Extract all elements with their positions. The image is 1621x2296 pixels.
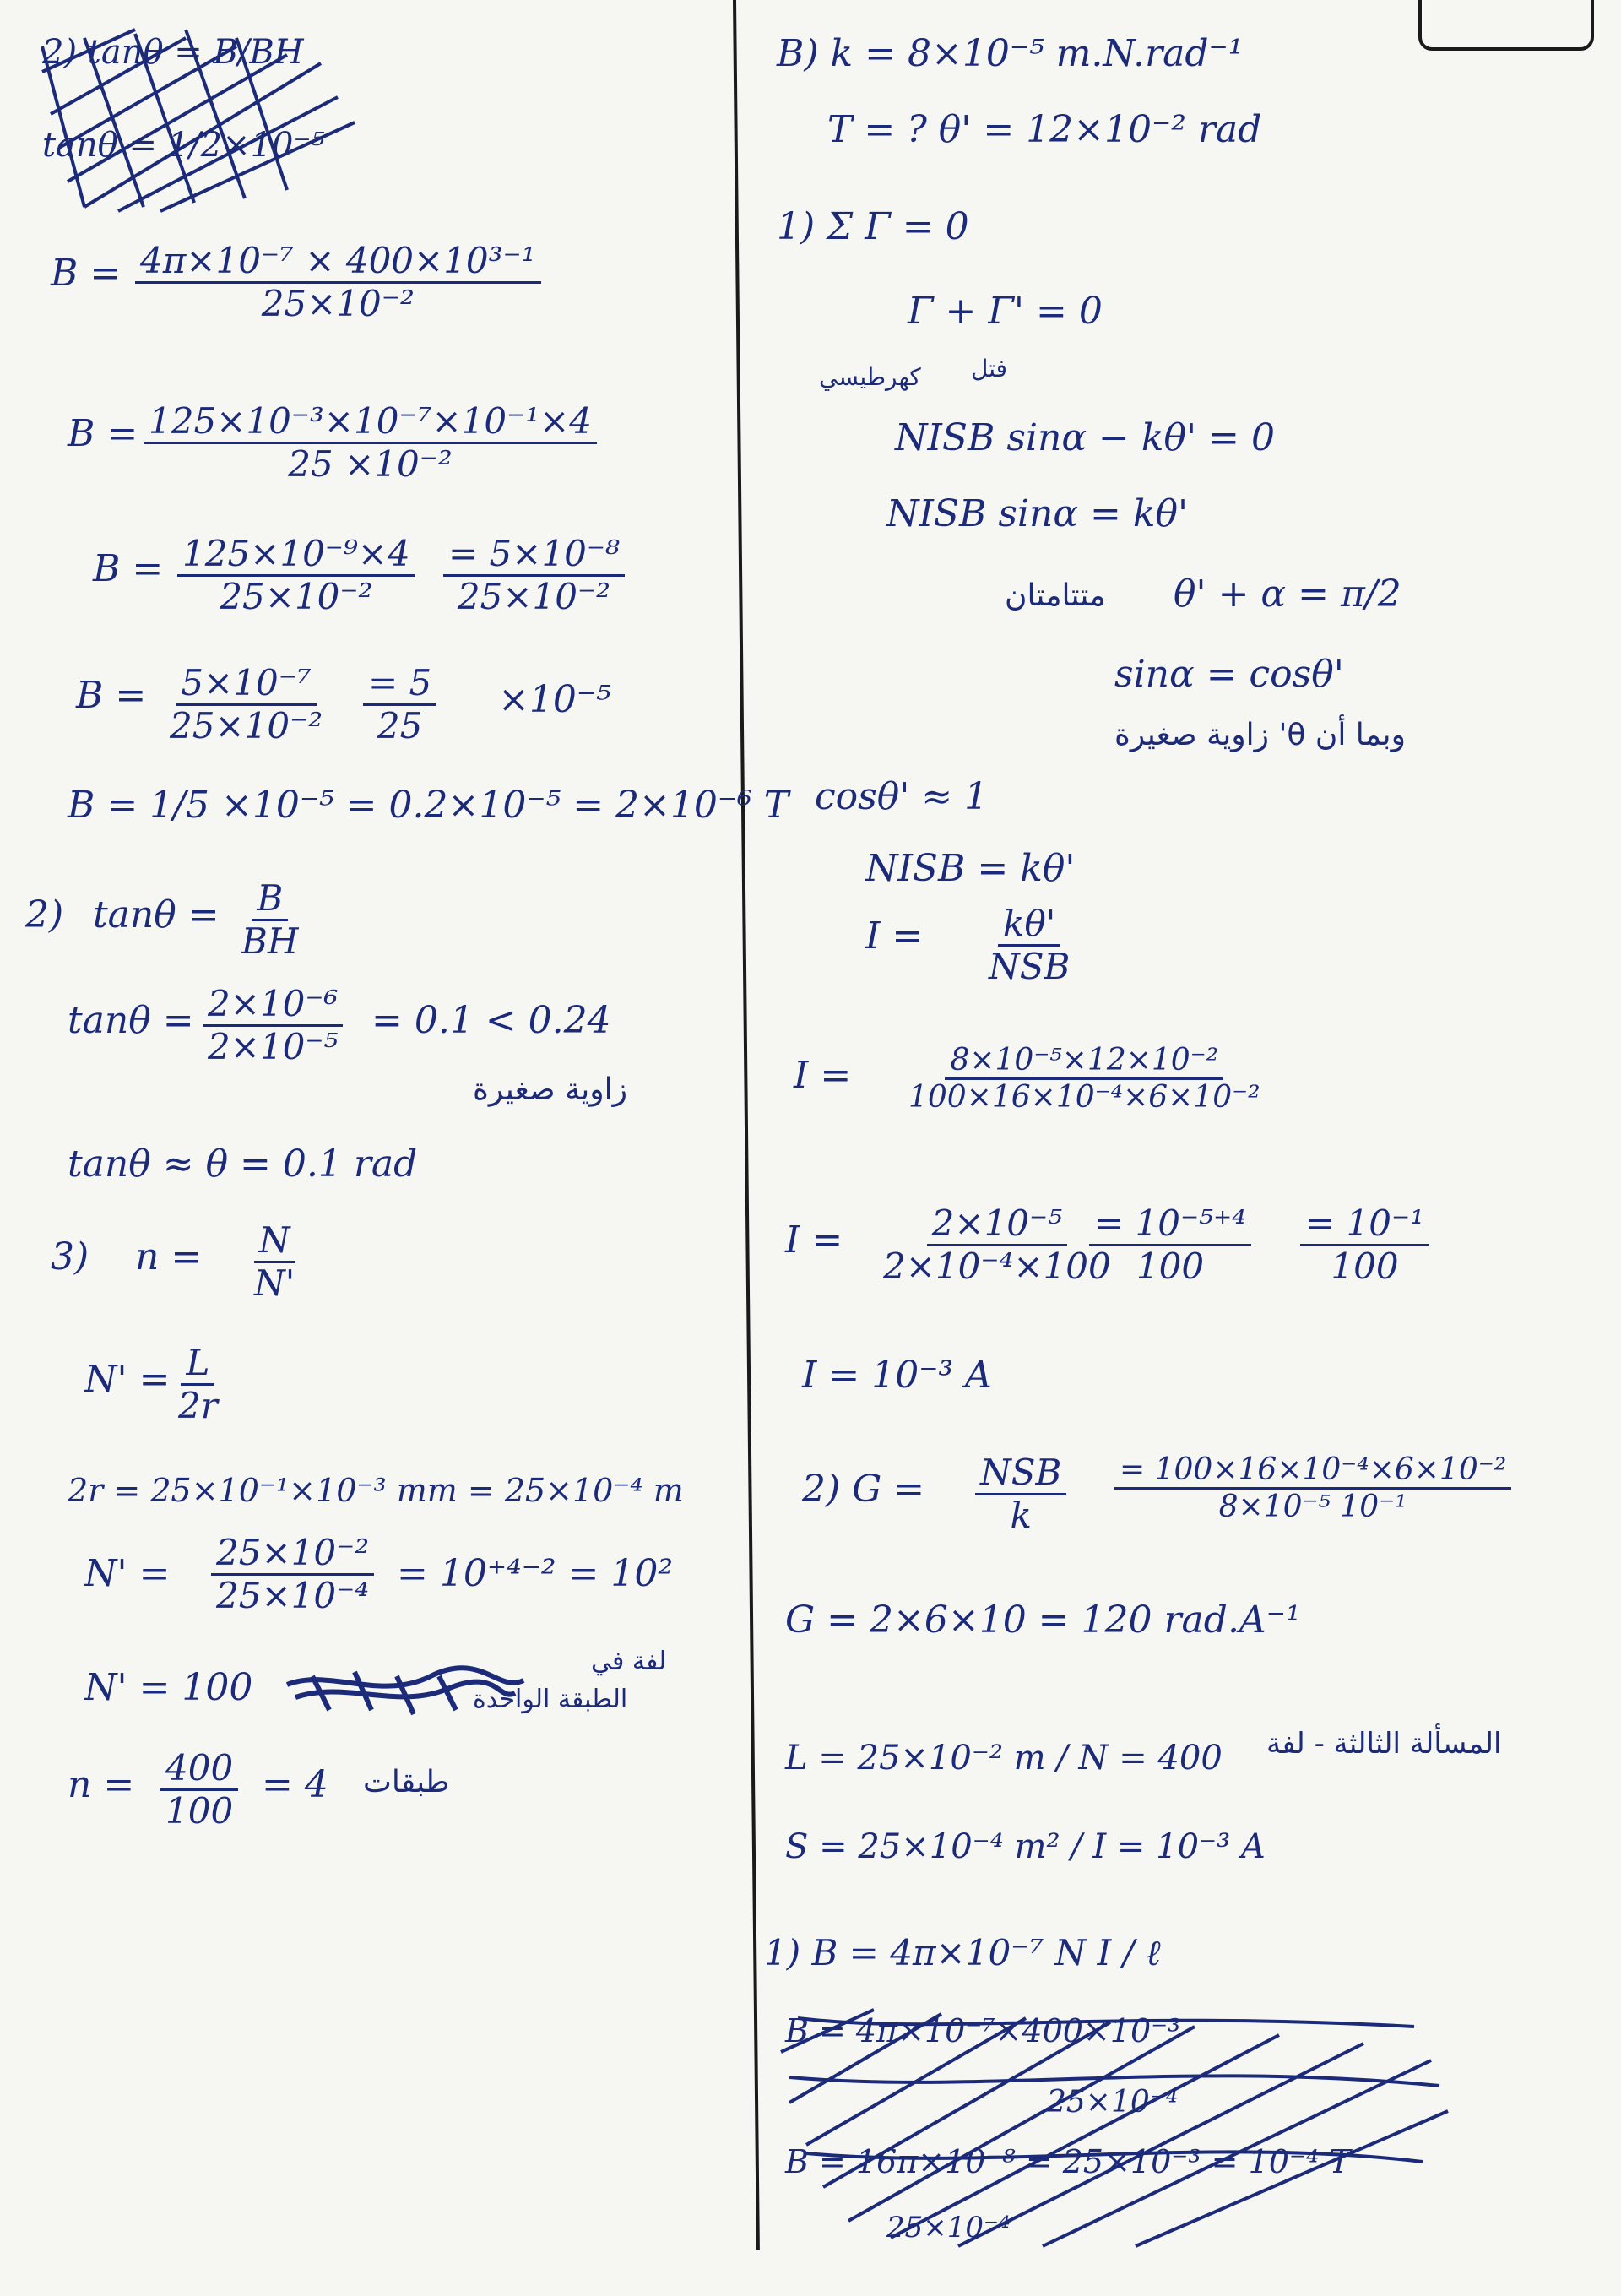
r-i-simplify-den: 2×10⁻⁴×100 <box>883 1246 1111 1288</box>
r-i-formula-fraction <box>984 904 1075 988</box>
r-i-simplify-fraction <box>878 1203 1116 1288</box>
scribble-right-block <box>773 2001 1465 2255</box>
eq-b1-fraction <box>135 241 541 325</box>
crossed-line-1: 2) tanθ = B/BH <box>42 33 304 72</box>
part-3d-lhs: N' = <box>84 1552 171 1595</box>
part-3b-fraction <box>173 1343 223 1427</box>
r-g-formula-fraction <box>975 1452 1066 1537</box>
eq-b2-num: 125×10⁻³×10⁻⁷×10⁻¹×4 <box>144 401 597 444</box>
eq-b3-den: 25×10⁻² <box>220 576 373 618</box>
part-2b-den: 2×10⁻⁵ <box>208 1026 339 1068</box>
r-complementary: θ' + α = π/2 <box>1174 573 1401 616</box>
crossed-line-2: tanθ = 1/2×10⁻⁵ <box>42 126 325 165</box>
eq-b3-fraction-2 <box>443 534 625 618</box>
part-3b-den: 2r <box>178 1385 218 1427</box>
r-crossed-line-4: 25×10⁻⁴ <box>886 2211 1011 2244</box>
r-crossed-line-3: B = 16π×10⁻⁸ = 25×10⁻³ = 10⁻⁴ T <box>785 2143 1351 2180</box>
part-3f-fraction <box>160 1748 238 1832</box>
r-torque-ar-a: كهرطيسي <box>819 363 921 391</box>
eq-b3-fraction <box>177 534 415 618</box>
part-3-num: N <box>254 1220 295 1263</box>
eq-b1-lhs: B = <box>51 252 122 295</box>
r-problem3-formula: 1) B = 4π×10⁻⁷ N I / ℓ <box>764 1932 1161 1973</box>
eq-b4-fraction-2 <box>363 663 436 747</box>
r-i-formula-den: NSB <box>989 946 1071 988</box>
r-cos-approx: cosθ' ≈ 1 <box>815 775 989 818</box>
r-complementary-ar: متتامتان <box>1005 578 1106 613</box>
r-i-formula-num: kθ' <box>998 904 1060 947</box>
eq-b1-num: 4π×10⁻⁷ × 400×10³⁻¹ <box>135 241 541 284</box>
part-3-fraction <box>249 1220 300 1305</box>
part-3d-tail: = 10⁺⁴⁻² = 10² <box>397 1552 674 1595</box>
r-i-substitute-lhs: I = <box>794 1054 852 1097</box>
r-torque-sum: 1) Σ Γ = 0 <box>777 205 969 248</box>
part-3c: 2r = 25×10⁻¹×10⁻³ mm = 25×10⁻⁴ m <box>68 1472 684 1509</box>
part-3-lhs: n = <box>135 1235 203 1278</box>
eq-b4-tail: ×10⁻⁵ <box>498 678 611 721</box>
part-3-label: 3) <box>51 1235 89 1278</box>
part-3f-tail: = 4 <box>262 1763 328 1806</box>
part-2-den: BH <box>241 920 299 963</box>
r-i-substitute-fraction <box>903 1043 1266 1115</box>
r-g-formula-num2: = 100×16×10⁻⁴×6×10⁻² <box>1114 1452 1511 1490</box>
eq-b3-num2: = 5×10⁻⁸ <box>443 534 625 577</box>
part-3b-lhs: N' = <box>84 1358 171 1401</box>
eq-b4-num2: = 5 <box>363 663 436 706</box>
r-problem3-title-ar: المسألة الثالثة - لفة <box>1266 1727 1502 1761</box>
r-g-formula-lhs: 2) G = <box>802 1468 925 1511</box>
part-3d-den: 25×10⁻⁴ <box>216 1575 370 1617</box>
r-i-substitute-den: 100×16×10⁻⁴×6×10⁻² <box>908 1080 1260 1115</box>
eq-b3-den2: 25×10⁻² <box>457 576 610 618</box>
r-i-simplify-num3: = 10⁻¹ <box>1300 1203 1429 1246</box>
r-g-formula-fraction-2 <box>1114 1452 1511 1525</box>
r-i-simplify-lhs: I = <box>785 1219 843 1262</box>
part-3d-fraction <box>211 1533 374 1617</box>
r-equilibrium-1: NISB sinα − kθ' = 0 <box>895 416 1275 459</box>
part-3f-lhs: n = <box>68 1763 135 1806</box>
r-problem3-given-2: S = 25×10⁻⁴ m² / I = 10⁻³ A <box>785 1827 1266 1866</box>
part-3e-ar-2: الطبقة الواحدة <box>473 1685 628 1714</box>
part-2b-lhs: tanθ = <box>68 999 194 1042</box>
part-2-fraction <box>236 878 304 963</box>
eq-b2-den: 25 ×10⁻² <box>288 443 453 486</box>
r-given-theta: T = ? θ' = 12×10⁻² rad <box>827 108 1262 151</box>
part-2b-num: 2×10⁻⁶ <box>203 984 343 1027</box>
eq-b2-fraction <box>144 401 597 486</box>
r-i-formula-lhs: I = <box>865 915 924 958</box>
r-crossed-line-1: B = 4π×10⁻⁷×400×10⁻³ <box>785 2012 1181 2049</box>
eq-b3-lhs: B = <box>93 547 164 590</box>
eq-b4-num: 5×10⁻⁷ <box>176 663 316 706</box>
eq-b1-den: 25×10⁻² <box>261 283 415 325</box>
corner-box <box>1418 0 1594 51</box>
r-i-simplify-fraction-3 <box>1300 1203 1429 1288</box>
part-2b-fraction <box>203 984 343 1068</box>
r-i-substitute-num: 8×10⁻⁵×12×10⁻² <box>945 1043 1223 1080</box>
part-3-den: N' <box>254 1262 295 1305</box>
eq-b4-lhs: B = <box>76 674 147 717</box>
part-3b-num: L <box>181 1343 214 1386</box>
scribble-header <box>34 21 371 215</box>
r-torque-eq: Γ + Γ' = 0 <box>908 290 1103 333</box>
part-3e-value: N' = 100 <box>84 1666 253 1709</box>
part-2-num: B <box>252 878 288 921</box>
r-g-formula-num: NSB <box>975 1452 1066 1495</box>
eq-b2-lhs: B = <box>68 412 138 455</box>
eq-b4-den: 25×10⁻² <box>170 705 323 747</box>
r-sin-cos: sinα = cosθ' <box>1114 653 1344 696</box>
part-3f-den: 100 <box>165 1790 234 1832</box>
part-3e-ar-1: لفة في <box>591 1647 667 1676</box>
r-i-simplify-fraction-2 <box>1089 1203 1251 1288</box>
part-3f-num: 400 <box>160 1748 238 1791</box>
part-2-result: tanθ ≈ θ = 0.1 rad <box>68 1143 418 1186</box>
column-divider <box>733 0 760 2250</box>
r-i-simplify-den2: 100 <box>1136 1246 1205 1288</box>
r-i-simplify-num: 2×10⁻⁵ <box>927 1203 1067 1246</box>
r-g-formula-den: k <box>1010 1495 1032 1537</box>
eq-b5: B = 1/5 ×10⁻⁵ = 0.2×10⁻⁵ = 2×10⁻⁶ T <box>68 784 789 827</box>
part-2b-tail: = 0.1 < 0.24 <box>371 999 611 1042</box>
part-3f-ar: طبقات <box>363 1765 450 1799</box>
eq-b4-den2: 25 <box>377 705 423 747</box>
r-i-simplify-den3: 100 <box>1331 1246 1399 1288</box>
eq-b4-fraction <box>165 663 328 747</box>
part-2-note-small-angle: زاوية صغيرة <box>473 1072 628 1107</box>
r-crossed-line-2: 25×10⁻⁴ <box>1047 2085 1179 2120</box>
part-2-lhs: tanθ = <box>93 893 220 936</box>
r-equilibrium-2: NISB sinα = kθ' <box>886 492 1189 535</box>
eq-b3-num: 125×10⁻⁹×4 <box>177 534 415 577</box>
r-torque-ar-b: فتل <box>971 355 1008 383</box>
r-g-formula-den2: 8×10⁻⁵ 10⁻¹ <box>1218 1490 1407 1525</box>
r-i-simplify-num2: = 10⁻⁵⁺⁴ <box>1089 1203 1251 1246</box>
r-given-k: B) k = 8×10⁻⁵ m.N.rad⁻¹ <box>777 32 1244 75</box>
r-i-result: I = 10⁻³ A <box>802 1354 992 1397</box>
r-g-result: G = 2×6×10 = 120 rad.A⁻¹ <box>785 1599 1301 1642</box>
part-3d-num: 25×10⁻² <box>211 1533 374 1576</box>
r-nisb: NISB = kθ' <box>865 847 1076 890</box>
r-small-angle-ar: وبما أن θ' زاوية صغيرة <box>1114 718 1406 752</box>
r-problem3-given-1: L = 25×10⁻² m / N = 400 <box>785 1739 1223 1778</box>
part-2-label: 2) <box>25 893 64 936</box>
